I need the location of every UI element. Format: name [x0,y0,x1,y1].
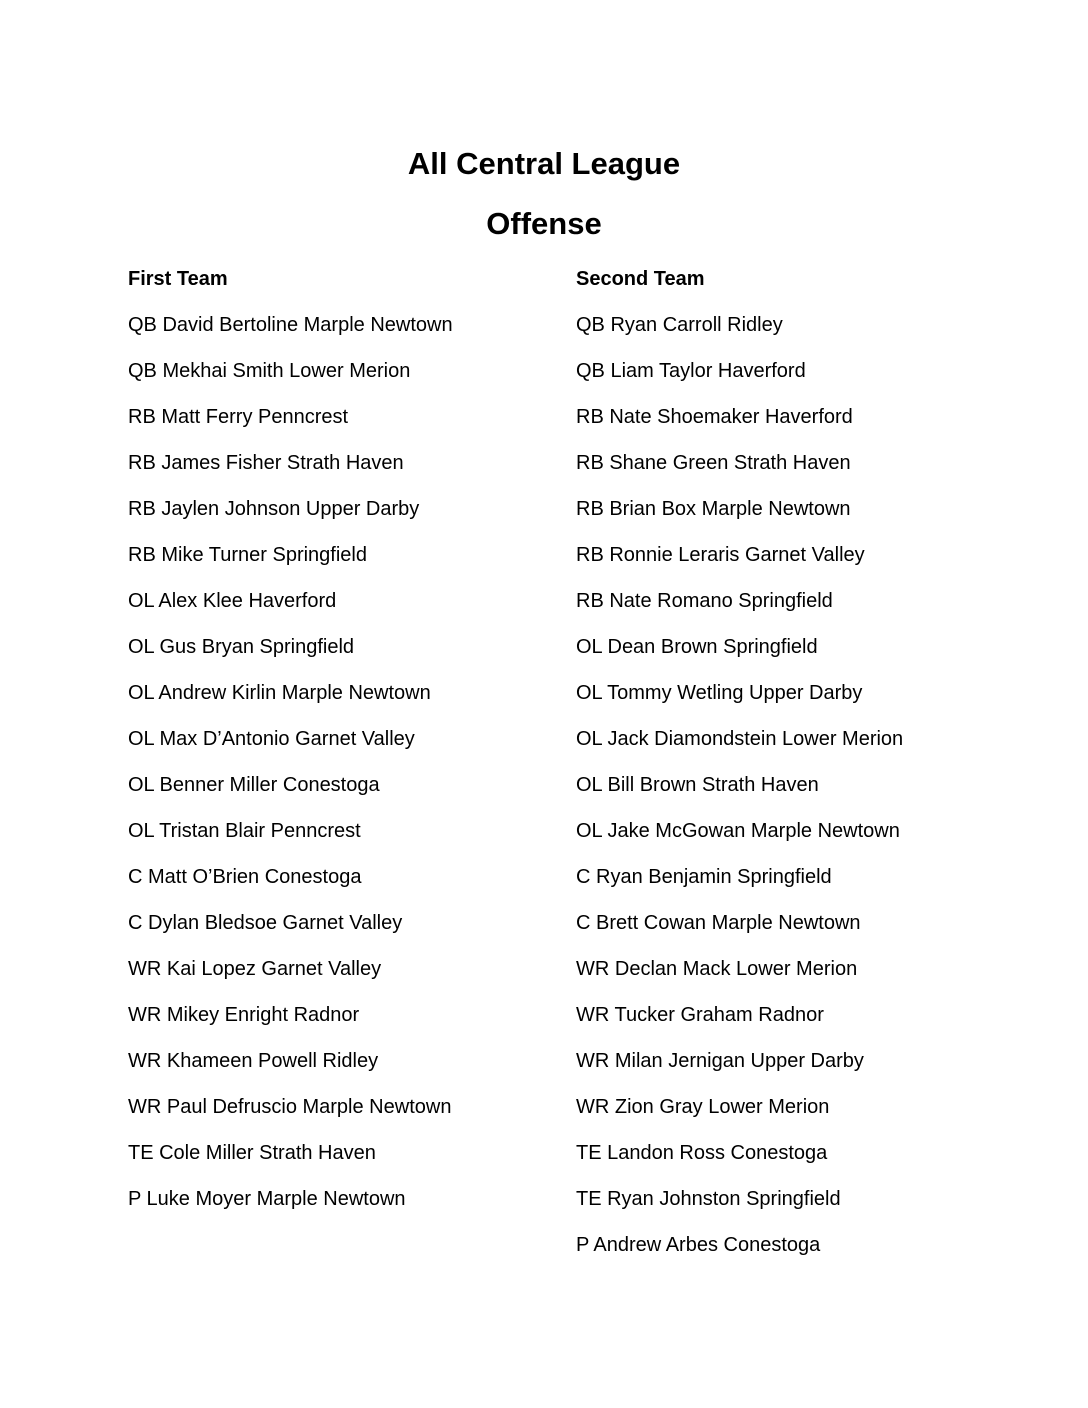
player-entry: TE Cole Miller Strath Haven [128,1142,376,1164]
player-entry: OL Alex Klee Haverford [128,590,337,612]
first-team-column [128,264,453,1230]
player-entry: TE Landon Ross Conestoga [576,1142,828,1164]
player-entry: RB Jaylen Johnson Upper Darby [128,498,420,520]
player-entry: WR Tucker Graham Radnor [576,1004,824,1026]
player-entry: C Ryan Benjamin Springfield [576,866,832,888]
player-entry: QB Liam Taylor Haverford [576,360,806,382]
section-title: Offense [486,206,602,241]
player-entry: RB James Fisher Strath Haven [128,452,404,474]
player-entry: P Luke Moyer Marple Newtown [128,1188,406,1210]
player-entry: OL Benner Miller Conestoga [128,774,380,796]
player-entry: QB David Bertoline Marple Newtown [128,314,453,336]
player-entry: OL Tommy Wetling Upper Darby [576,682,863,704]
player-entry: WR Milan Jernigan Upper Darby [576,1050,864,1072]
second-team-heading: Second Team [576,268,705,290]
player-entry: RB Nate Shoemaker Haverford [576,406,853,428]
player-entry: OL Tristan Blair Penncrest [128,820,361,842]
first-team-heading: First Team [128,268,228,290]
player-entry: WR Kai Lopez Garnet Valley [128,958,382,980]
player-entry: TE Ryan Johnston Springfield [576,1188,841,1210]
document-title: All Central League [407,146,681,181]
player-entry: OL Andrew Kirlin Marple Newtown [128,682,431,704]
player-entry: C Dylan Bledsoe Garnet Valley [128,912,403,934]
player-entry: WR Declan Mack Lower Merion [576,958,858,980]
player-entry: WR Khameen Powell Ridley [128,1050,379,1072]
player-entry: WR Paul Defruscio Marple Newtown [128,1096,452,1118]
player-entry: RB Nate Romano Springfield [576,590,833,612]
second-team-column [576,264,903,1276]
player-entry: OL Max D’Antonio Garnet Valley [128,728,415,750]
player-entry: OL Bill Brown Strath Haven [576,774,819,796]
player-entry: WR Zion Gray Lower Merion [576,1096,830,1118]
player-entry: P Andrew Arbes Conestoga [576,1234,821,1256]
player-entry: OL Gus Bryan Springfield [128,636,355,658]
player-entry: QB Ryan Carroll Ridley [576,314,783,336]
player-entry: RB Matt Ferry Penncrest [128,406,349,428]
player-entry: OL Dean Brown Springfield [576,636,818,658]
second-team-list [576,310,903,1260]
player-entry: C Brett Cowan Marple Newtown [576,912,861,934]
player-entry: OL Jake McGowan Marple Newtown [576,820,900,842]
player-entry: RB Shane Green Strath Haven [576,452,851,474]
player-entry: OL Jack Diamondstein Lower Merion [576,728,904,750]
player-entry: C Matt O’Brien Conestoga [128,866,362,888]
player-entry: RB Ronnie Leraris Garnet Valley [576,544,865,566]
player-entry: QB Mekhai Smith Lower Merion [128,360,411,382]
player-entry: RB Mike Turner Springfield [128,544,367,566]
first-team-list [128,310,453,1214]
player-entry: WR Mikey Enright Radnor [128,1004,360,1026]
player-entry: RB Brian Box Marple Newtown [576,498,851,520]
